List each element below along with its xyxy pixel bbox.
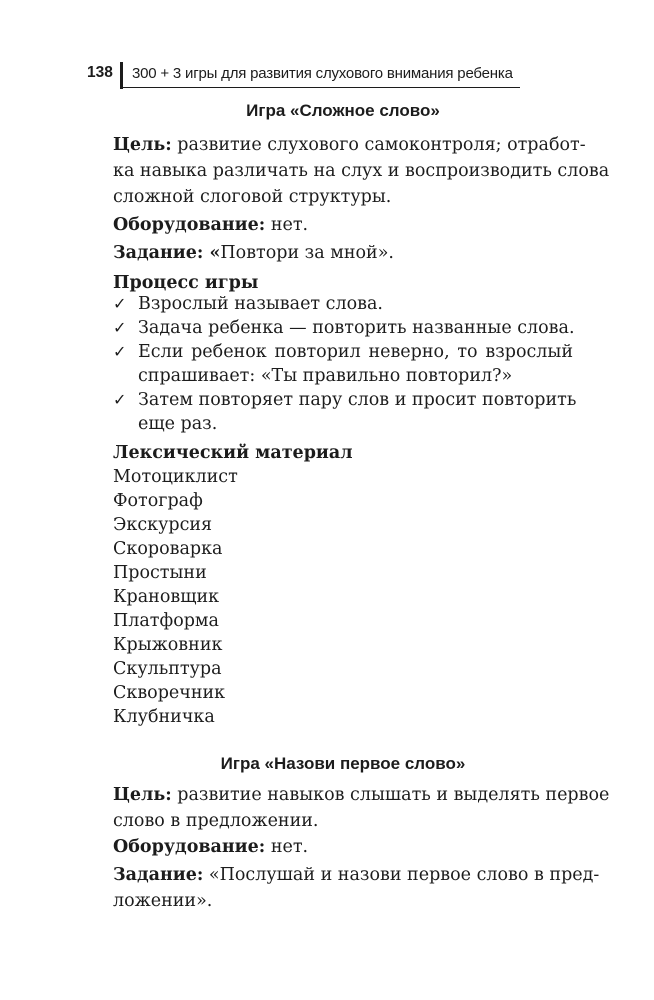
game2-goal-line-2: слово в предложении. (113, 811, 319, 831)
game2-task-line-2: ложении». (113, 891, 213, 911)
game1-equipment-label: Оборудование: (113, 215, 266, 235)
game2-equipment (113, 836, 308, 858)
lexical-word: Скороварка (113, 539, 223, 559)
game2-goal-line-1 (113, 784, 610, 806)
game1-step-2: Задача ребенка — повторить названные слова. (138, 318, 575, 338)
game1-goal-label: Цель: (113, 135, 172, 155)
game1-step-1: Взрослый называет слова. (138, 294, 383, 314)
game1-goal-line-1 (113, 134, 586, 156)
game1-equipment-value: нет. (265, 215, 309, 235)
game1-goal-text-1: развитие слухового самоконтроля; отработ- (171, 135, 586, 155)
game1-lexical-heading: Лексический материал (113, 443, 353, 463)
game1-step-3-line-2: спрашивает: «Ты правильно повторил?» (138, 366, 513, 386)
lexical-word: Экскурсия (113, 515, 213, 535)
page-number: 138 (87, 64, 113, 81)
check-icon: ✓ (113, 318, 127, 337)
lexical-word: Клубничка (113, 707, 215, 727)
game2-task-label: Задание: (113, 865, 204, 885)
game2-task-line-1 (113, 864, 600, 886)
book-title: 300 + 3 игры для развития слухового внимания ребенка (132, 65, 513, 82)
lexical-word: Мотоциклист (113, 467, 238, 487)
game1-task (113, 242, 394, 264)
game1-step-4-line-2: еще раз. (138, 414, 218, 434)
game1-title: Игра «Сложное слово» (246, 101, 440, 120)
game1-task-label: Задание: « (113, 243, 221, 263)
game1-equipment (113, 214, 308, 236)
game1-step-3-line-1: Если ребенок повторил неверно, то взрослый (138, 342, 573, 362)
header-bar (120, 62, 123, 89)
game1-goal-line-3: сложной слоговой структуры. (113, 187, 392, 207)
game2-goal-label: Цель: (113, 785, 172, 805)
lexical-word: Фотограф (113, 491, 203, 511)
check-icon: ✓ (113, 294, 127, 313)
game1-goal-line-2: ка навыка различать на слух и воспроизводить слова (113, 161, 610, 181)
check-icon: ✓ (113, 390, 127, 409)
lexical-word: Платформа (113, 611, 219, 631)
lexical-word: Скульптура (113, 659, 222, 679)
game1-step-4-line-1: Затем повторяет пару слов и просит повторить (138, 390, 577, 410)
lexical-word: Крыжовник (113, 635, 223, 655)
game2-equipment-value: нет. (265, 837, 309, 857)
check-icon: ✓ (113, 342, 127, 361)
game1-process-heading: Процесс игры (113, 273, 259, 293)
lexical-word: Скворечник (113, 683, 226, 703)
header-rule (123, 87, 520, 88)
running-header (87, 62, 520, 90)
game2-equipment-label: Оборудование: (113, 837, 266, 857)
game2-task-text-1: «Послушай и назови первое слово в пред- (203, 865, 600, 885)
lexical-word: Простыни (113, 563, 207, 583)
lexical-word: Крановщик (113, 587, 220, 607)
game2-title: Игра «Назови первое слово» (220, 754, 466, 773)
game2-goal-text-1: развитие навыков слышать и выделять первое (171, 785, 610, 805)
game1-task-value: Повтори за мной». (220, 243, 394, 263)
